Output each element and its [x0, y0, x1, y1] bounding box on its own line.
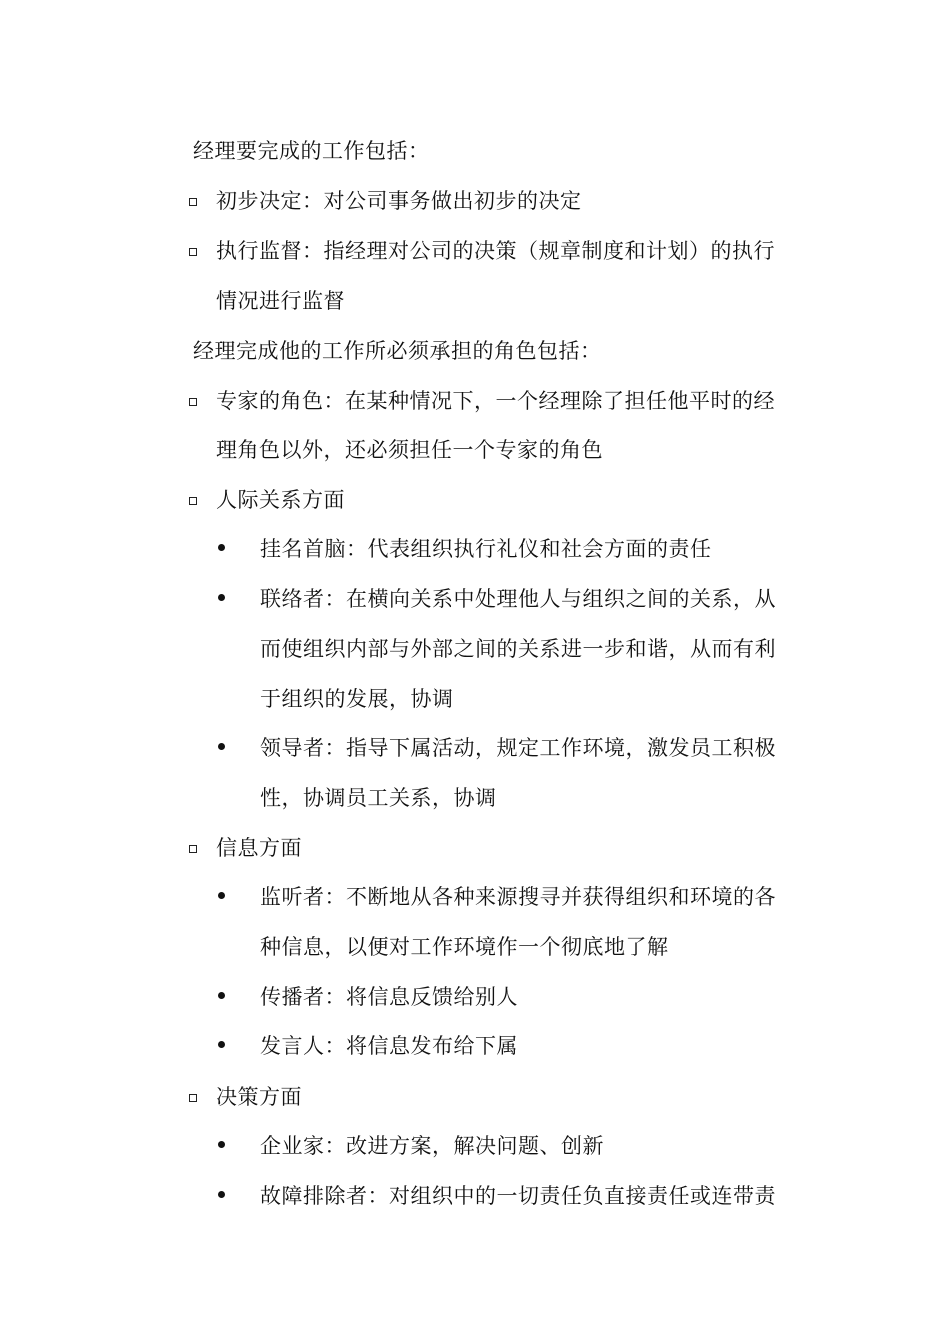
sub-item-figurehead: 挂名首脑：代表组织执行礼仪和社会方面的责任 [260, 537, 712, 561]
round-bullet-icon [218, 743, 225, 750]
square-bullet-icon [189, 398, 197, 406]
list-item-supervision-line-1: 执行监督：指经理对公司的决策（规章制度和计划）的执行 [216, 239, 775, 263]
round-bullet-icon [218, 594, 225, 601]
sub-item-leader-line-2: 性，协调员工关系，协调 [260, 786, 497, 810]
sub-item-liaison-line-2: 而使组织内部与外部之间的关系进一步和谐，从而有利 [260, 637, 776, 661]
section-decision: 决策方面 [216, 1085, 302, 1109]
list-item-expert-line-2: 理角色以外，还必须担任一个专家的角色 [216, 438, 603, 462]
sub-item-disseminator: 传播者：将信息反馈给别人 [260, 985, 518, 1009]
round-bullet-icon [218, 1191, 225, 1198]
heading-roles: 经理完成他的工作所必须承担的角色包括： [193, 339, 602, 363]
square-bullet-icon [189, 497, 197, 505]
section-interpersonal: 人际关系方面 [216, 488, 345, 512]
sub-item-leader-line-1: 领导者：指导下属活动，规定工作环境，激发员工积极 [260, 736, 776, 760]
round-bullet-icon [218, 1141, 225, 1148]
list-item-expert-line-1: 专家的角色：在某种情况下，一个经理除了担任他平时的经 [216, 389, 775, 413]
square-bullet-icon [189, 1094, 197, 1102]
sub-item-spokesperson: 发言人：将信息发布给下属 [260, 1034, 518, 1058]
sub-item-monitor-line-2: 种信息，以便对工作环境作一个彻底地了解 [260, 935, 669, 959]
list-item-preliminary-decision: 初步决定：对公司事务做出初步的决定 [216, 189, 582, 213]
square-bullet-icon [189, 248, 197, 256]
heading-duties: 经理要完成的工作包括： [193, 139, 430, 163]
square-bullet-icon [189, 845, 197, 853]
sub-item-liaison-line-3: 于组织的发展，协调 [260, 687, 454, 711]
sub-item-liaison-line-1: 联络者：在横向关系中处理他人与组织之间的关系，从 [260, 587, 776, 611]
sub-item-monitor-line-1: 监听者：不断地从各种来源搜寻并获得组织和环境的各 [260, 885, 776, 909]
square-bullet-icon [189, 198, 197, 206]
round-bullet-icon [218, 892, 225, 899]
round-bullet-icon [218, 1041, 225, 1048]
section-information: 信息方面 [216, 836, 302, 860]
sub-item-disturbance-handler-line-1: 故障排除者：对组织中的一切责任负直接责任或连带责 [260, 1184, 776, 1208]
round-bullet-icon [218, 544, 225, 551]
list-item-supervision-line-2: 情况进行监督 [216, 289, 345, 313]
sub-item-entrepreneur: 企业家：改进方案，解决问题、创新 [260, 1134, 604, 1158]
round-bullet-icon [218, 992, 225, 999]
